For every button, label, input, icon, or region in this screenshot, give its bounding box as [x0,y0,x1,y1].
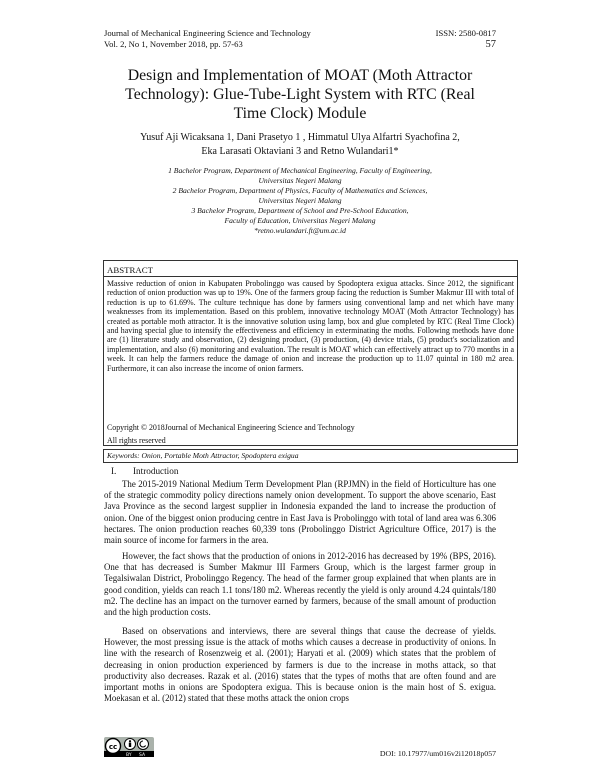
abstract-heading: ABSTRACT [107,265,153,275]
paragraph: The 2015-2019 National Medium Term Development Plan (RPJMN) in the field of Horticulture has one of the strategic commodity policy directions namely onion development. To support the above scenario, East Java Province as the second largest supplier in Indonesia expanded the land to increase the production of onion. One of the biggest onion producing centre in East Java is Probolinggo with total of land area was 6.306 hectares. The onion production reaches 60,339 tons (Probolinggo District Agriculture Office, 2017) is the main source of income for farmers in the area. [104,479,496,546]
journal-name: Journal of Mechanical Engineering Science and Technology [104,28,311,38]
abstract-divider [104,276,517,277]
page-header [104,28,496,50]
volume-info: Vol. 2, No 1, November 2018, pp. 57-63 [104,39,243,49]
section-title: Introduction [133,466,179,476]
keywords-box [103,449,518,463]
doi: DOI: 10.17977/um016v2i12018p057 [379,749,496,758]
keywords-text: Keywords: Onion, Portable Moth Attractor, Spodoptera exigua [107,451,299,460]
paragraph: Based on observations and interviews, there are several things that cause the decrease of yields. However, the most pressing issue is the attack of moths which causes a decrease in productivity of onions. In line with the research of Rosenzweig et al. (2001); Haryati et al. (2009) which states that the problem of decreasing in onion production experienced by farmers is due to the increase in moths attack, so that productivity also decreases. Razak et al. (2016) states that the types of moths that are often found and are important moths in onions are Spodoptera exigua. This is because onion is the main host of S. exigua. Moekasan et al. (2012) stated that these moths attack the onion crops [104,626,496,704]
affiliation-line: Universitas Negeri Malang [258,176,342,185]
corresponding-email: *retno.wulandari.ft@um.ac.id [254,226,346,235]
authors-line-1: Yusuf Aji Wicaksana 1, Dani Prasetyo 1 , Himmatul Ulya Alfartri Syachofina 2, [140,132,460,143]
affiliation-line: Universitas Negeri Malang [258,196,342,205]
license-sa: SA [139,753,146,757]
abstract-box [103,260,518,446]
paragraph: However, the fact shows that the production of onions in 2012-2016 has decreased by 19% (BPS, 2016). One that has decreased is Sumber Makmur III Farmers Group, which is the largest farmer group in Tegalsiwalan District, Probolinggo Regency. The head of the farmer group explained that when plants are in good condition, yields can reach 1.1 tons/180 m2. Whereas recently the yield is only around 4.24 quintals/180 m2. The decline has an impact on the turnover earned by farmers, because of the small amount of production and the high production costs. [104,551,496,618]
section-number: I. [111,466,117,476]
copyright-block [107,423,355,446]
rights-reserved: All rights reserved [107,436,166,446]
section-heading [111,466,178,476]
affiliation-line: 1 Bachelor Program, Department of Mechanical Engineering, Faculty of Engineering, [168,166,432,175]
author-list [104,131,496,159]
cc-by-sa-license-icon [104,737,154,757]
page-footer [104,737,496,761]
affiliation-line: 2 Bachelor Program, Department of Physics, Faculty of Mathematics and Sciences, [172,186,428,195]
page-number: 57 [485,39,496,50]
header-left [104,28,311,50]
affiliation-line: Faculty of Education, Universitas Negeri Malang [224,216,376,225]
copyright-notice: Copyright © 2018Journal of Mechanical Engineering Science and Technology [107,423,355,432]
abstract-body: Massive reduction of onion in Kabupaten Probolinggo was caused by Spodoptera exigua attacks. Since 2012, the significant reduction of onion production was up to 19%. One of the farmers group facing the reduction is Sumber Makmur III with total of reduction is up to 61.69%. The culture technique has done by farmers using conventional lamp and net which have many weaknesses from its implementation. Based on this problem, innovative technology MOAT (Moth Attractor Technology) has created as portable moth attractor. It is the innovative solution using lamp, box and glue completed by RTC (Real Time Clock) and having special glue to intensify the effectiveness and efficiency in exterminating the moths. Following methods have done are (1) literature study and observation, (2) designing product, (3) production, (4) device trials, (5) product's socialization and implementation, and also (6) monitoring and evaluation. The result is MOAT which can effectively attract up to 770 months in a week. It can help the farmers reduce the damage of onion and increase the production up to 11.07 quintal in 180 m2 area. Furthermore, it can also increase the income of onion farmers. [107,279,514,373]
paper-title: Design and Implementation of MOAT (Moth Attractor Technology): Glue-Tube-Light System with RTC (Real Time Clock) Module [125,67,475,122]
affiliation-line: 3 Bachelor Program, Department of School and Pre-School Education, [191,206,409,215]
header-right [436,28,496,50]
affiliations [104,166,496,236]
issn: ISSN: 2580-0817 [435,28,496,38]
authors-line-2: Eka Larasati Oktaviani 3 and Retno Wulandari1* [201,146,399,157]
cc-mark: cc [108,742,118,751]
license-by: BY [126,753,132,757]
